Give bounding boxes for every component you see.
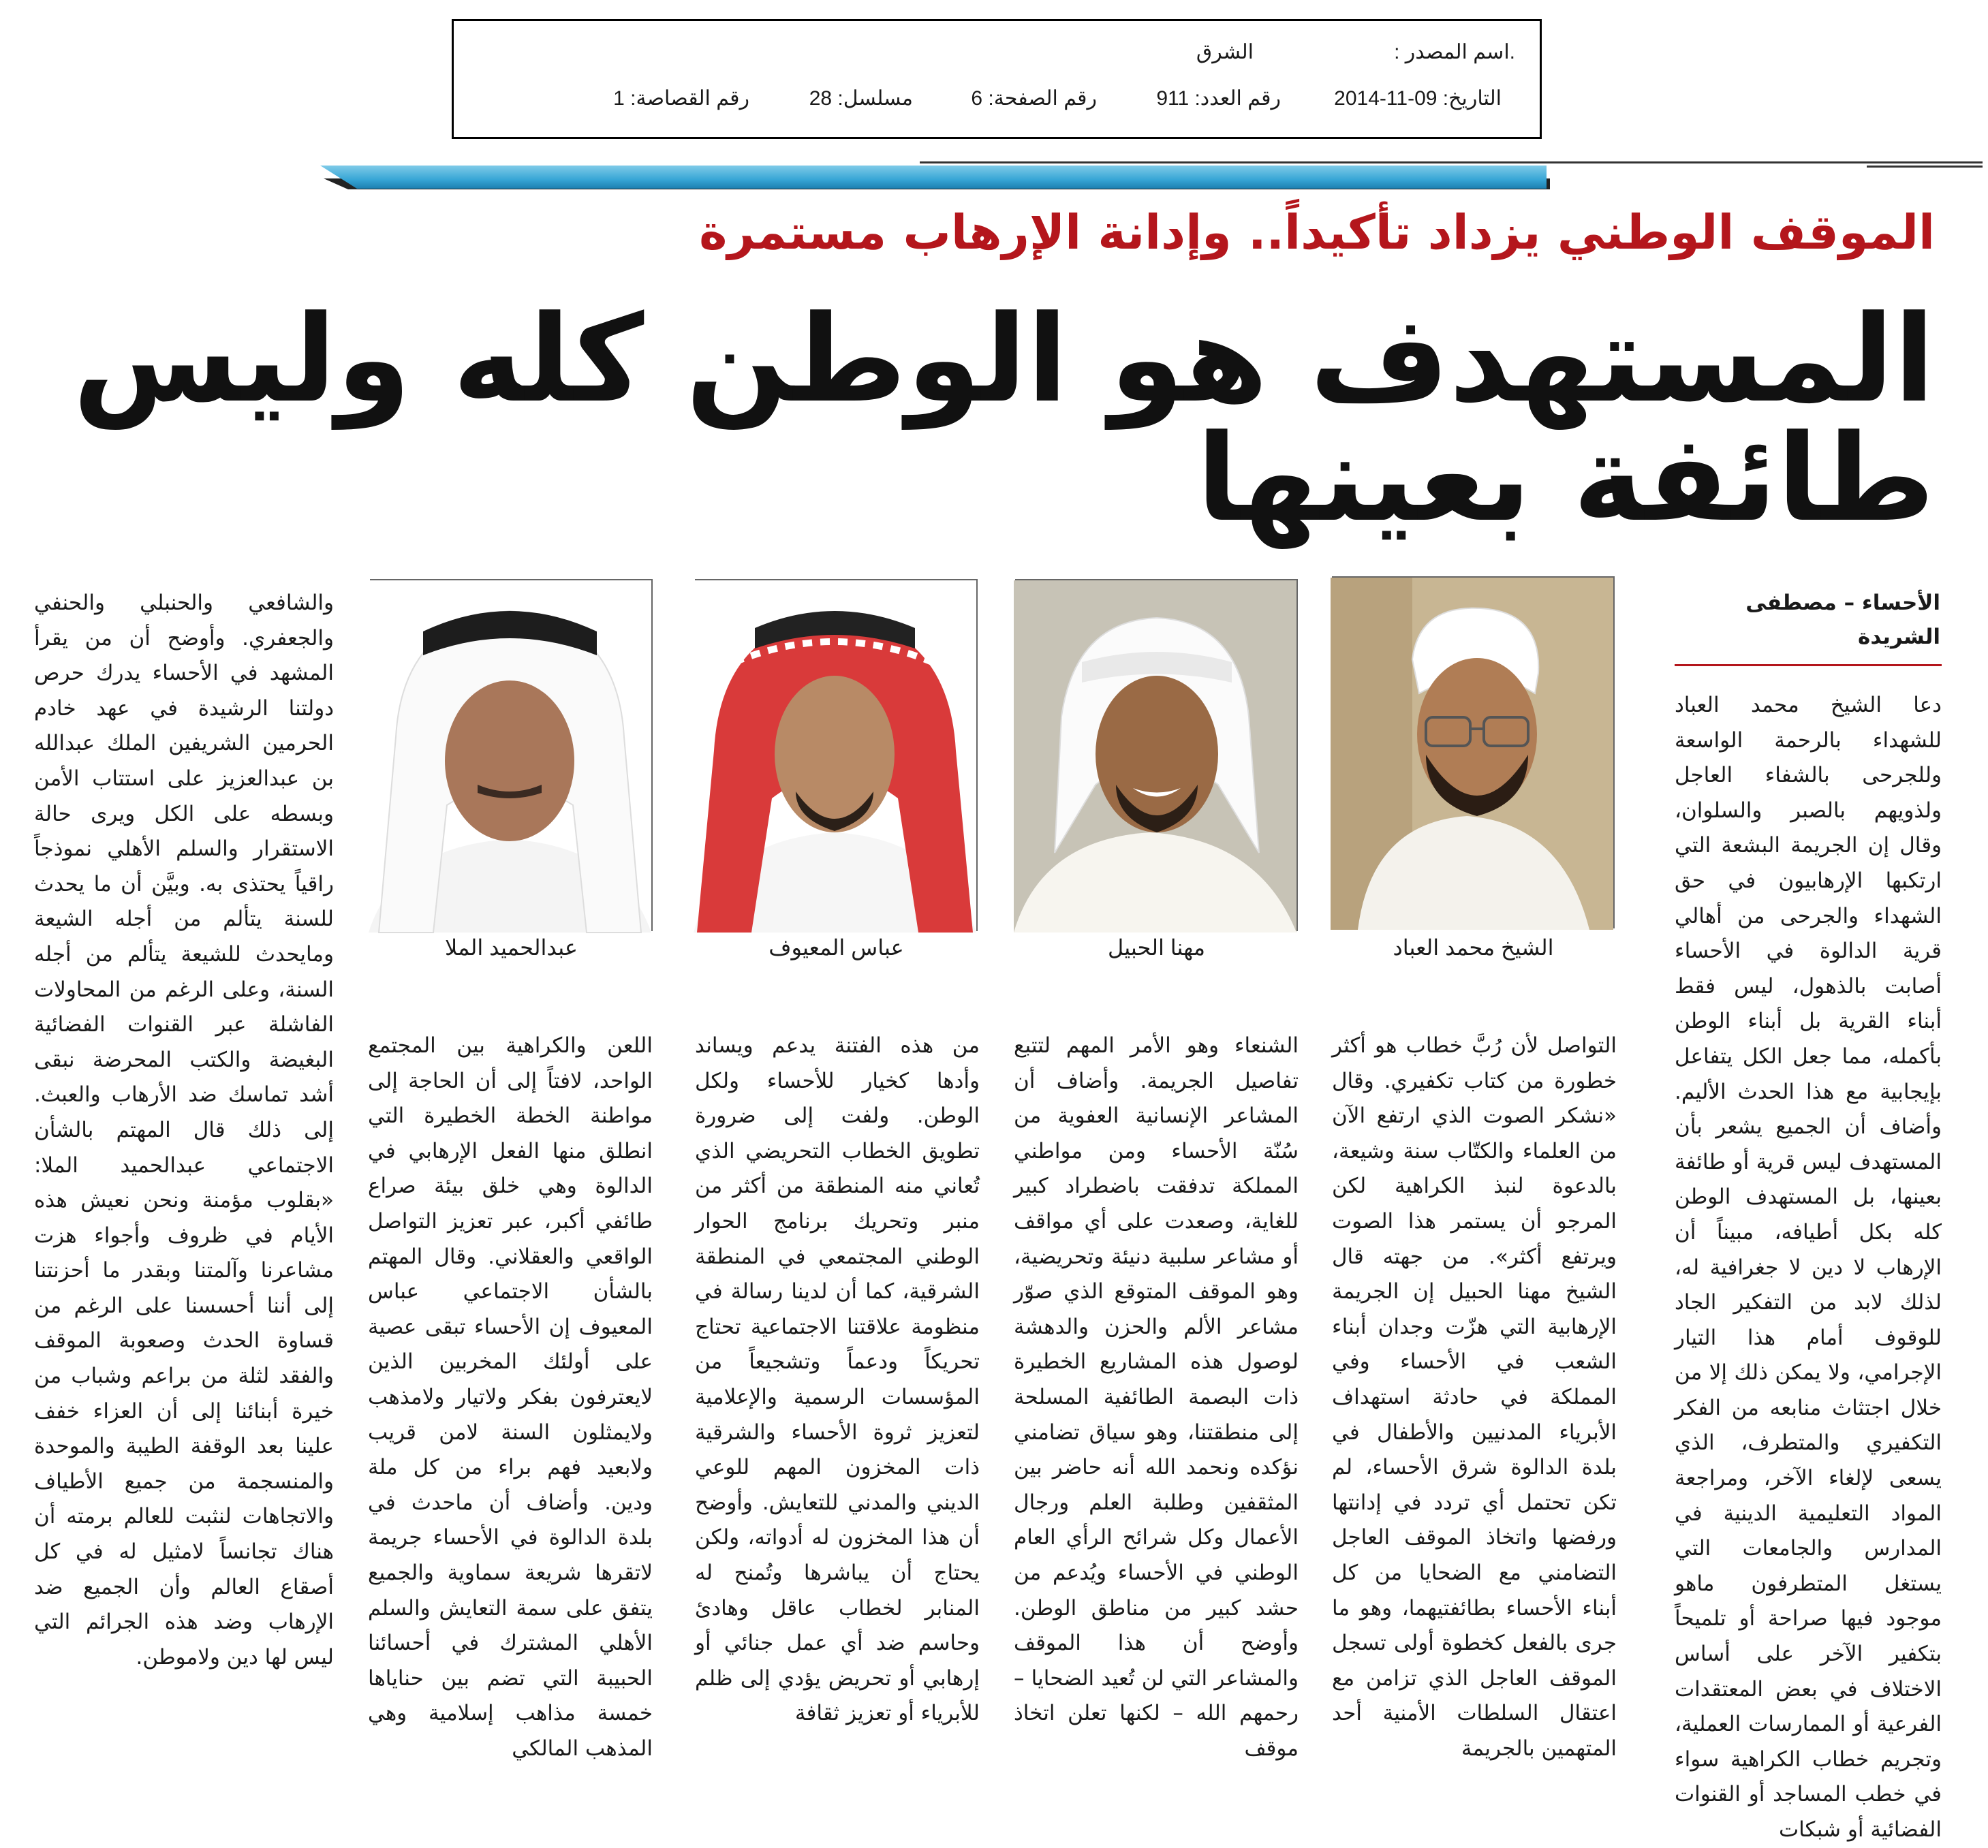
serial-field: مسلسل: 28 [809,87,913,110]
byline-location: الأحساء – مصطفى [1745,591,1940,615]
caption-mohammed-alabbad: الشيخ محمد العباد [1393,935,1554,960]
article-column-2 [1332,1029,1617,1812]
date-field: التاريخ: 09-11-2014 [1334,87,1502,110]
column-text: التواصل لأن رُبَّ خطاب هو أكثر خطورة من كتاب تكفيري. وقال «نشكر الصوت الذي ارتفع الآن من العلماء والكتّاب سنة وشيعة، بالدعوة لنبذ الكراهية لكن المرجو أن يستمر هذا الصوت ويرتفع أكثر». من جهته قال الشيخ مهنا الحبيل إن الجريمة الإرهابية التي هزّت وجدان أبناء الشعب في الأحساء وفي المملكة في حادثة استهداف الأبرياء المدنيين والأطفال في بلدة الدالوة شرق الأحساء، لم تكن تحتمل أي تردد في إدانتها ورفضها واتخاذ الموقف العاجل التضامني مع الضحايا من كل أبناء الأحساء بطائفتيهما، وهو ما جرى بالفعل كخطوة أولى تسجل الموقف العاجل الذي تزامن مع اعتقال السلطات الأمنية أحد المتهمين بالجريمة [1332,1033,1617,1761]
source-label: .اسم المصدر : [1394,41,1515,63]
portrait-image [694,580,976,933]
column-text: الشنعاء وهو الأمر المهم لتتبع تفاصيل الجريمة. وأضاف أن المشاعر الإنسانية العفوية من سُنّة الأحساء ومن مواطني المملكة تدفقت باضطراد كبير للغاية، وصعدت على أي مواقف أو مشاعر سلبية دنيئة وتحريضية، وهو الموقف المتوقع الذي صوّر مشاعر الألم والحزن والدهشة لوصول هذه المشاريع الخطيرة ذات البصمة الطائفية المسلحة إلى منطقتنا، وهو سياق تضامني نؤكده ونحمد الله أنه حاضر بين المثقفين وطلبة العلم ورجال الأعمال وكل شرائح الرأي العام الوطني في الأحساء ويُدعم من حشد كبير من مناطق الوطن. وأوضح أن هذا الموقف والمشاعر التي لن تُعيد الضحايا – رحمهم الله – لكنها تعلن اتخاذ موقف [1014,1033,1299,1761]
column-text: والشافعي والحنبلي والحنفي والجعفري. وأوضح أن من يقرأ المشهد في الأحساء يدرك حرص دولتنا الرشيدة في عهد خادم الحرمين الشريفين الملك عبدالله بن عبدالعزيز على استتاب الأمن وبسطه على الكل ويرى حالة الاستقرار والسلم الأهلي نموذجاً راقياً يحتذى به. وبيَّن أن ما يحدث للسنة يتألم من أجله الشيعة ومايحدث للشيعة يتألم من أجله السنة، وعلى الرغم من المحاولات الفاشلة عبر القنوات الفضائية البغيضة والكتب المحرضة نبقى أشد تماسك ضد الأرهاب والعبث. إلى ذلك قال المهتم بالشأن الاجتماعي عبدالحميد الملا: «بقلوب مؤمنة ونحن نعيش هذه الأيام في ظروف وأجواء هزت مشاعرنا وآلمتنا وبقدر ما أحزنتنا إلى أننا أحسسنا على الرغم من قساوة الحدث وصعوبة الموقف والفقد لثلة من براعم وشباب من خيرة أبنائنا إلى أن العزاء خفف علينا بعد الوقفة الطيبة والموحدة والمنسجمة من جميع الأطياف والاتجاهات لنثبت للعالم برمته أن هناك تجانساً لامثيل له في كل أصقاع العالم وأن الجميع ضد الإرهاب وضد هذه الجرائم التي ليس لها دين ولاموطن. [34,591,334,1670]
headline-line-1: المستهدف هو الوطن كله وليس [72,289,1935,429]
header-band [320,166,1547,189]
caption-muhanna-alhubail: مهنا الحبيل [1107,935,1206,960]
column-text: دعا الشيخ محمد العباد للشهداء بالرحمة الواسعة وللجرحى بالشفاء العاجل ولذويهم بالصبر والسلوان، وقال إن الجريمة البشعة التي ارتكبها الإرهابيون في حق الشهداء والجرحى من أهالي قرية الدالوة في الأحساء أصابت بالذهول، ليس فقط أبناء القرية بل أبناء الوطن بأكمله، مما جعل الكل يتفاعل بإيجابية مع هذا الحدث الأليم. وأضاف أن الجميع يشعر بأن المستهدف ليس قرية أو طائفة بعينها، بل المستهدف الوطن كله بكل أطيافه، مبيناً أن الإرهاب لا دين لا جغرافية له، لذلك لابد من التفكير الجاد للوقوف أمام هذا التيار الإجرامي، ولا يمكن ذلك إلا من خلال اجتثاث منابعه من الفكر التكفيري والمتطرف، الذي يسعى لإلغاء الآخر، ومراجعة المواد التعليمية الدينية في المدارس والجامعات التي يستغل المتطرفون ماهو موجود فيها صراحة أو تلميحاً بتكفير الآخر على أساس الاختلاف في بعض المعتقدات الفرعية أو الممارسات العملية، وتجريم خطاب الكراهية سواء في خطب المساجد أو القنوات الفضائية أو شبكات [1675,693,1942,1842]
article-column-4 [695,1029,980,1812]
caption-abbas-almaayouf: عباس المعيوف [768,935,904,960]
header-rule-right [1867,166,1983,168]
byline-author: الشريدة [1858,625,1940,649]
article-subtitle: الموقف الوطني يزداد تأكيداً.. وإدانة الإرهاب مستمرة [699,204,1935,260]
page-field: رقم الصفحة: 6 [971,87,1097,110]
source-value: الشرق [1196,41,1254,63]
article-column-5 [368,1029,653,1812]
byline [1668,586,1940,654]
article-column-1 [1675,688,1942,1842]
photo-muhanna-alhubail [1015,579,1298,931]
portrait-image [1331,578,1613,930]
article-column-6 [34,586,334,1812]
portrait-image [1014,580,1296,933]
column-text: اللعن والكراهية بين المجتمع الواحد، لافتاً إلى أن الحاجة إلى مواطنة الخطة الخطيرة التي انطلق منها الفعل الإرهابي في الدالوة وهي خلق بيئة صراع طائفي أكبر، عبر تعزيز التواصل الواقعي والعقلاني. وقال المهتم بالشأن الاجتماعي عباس المعيوف إن الأحساء تبقى عصية على أولئك المخربين الذين لايعترفون بفكر ولاتيار ولامذهب ولايمثلون السنة لامن قريب ولابعيد فهم براء من كل ملة ودين. وأضاف أن ماحدث في بلدة الدالوة في الأحساء جريمة لاتقرها شريعة سماوية والجميع يتفق على سمة التعايش والسلم الأهلي المشترك في أحسائنا الحبيبة التي تضم بين حناياها خمسة مذاهب إسلامية وهي المذهب المالكي [368,1033,653,1761]
portrait-image [369,580,651,933]
header-rule [920,161,1983,163]
article-column-3 [1014,1029,1299,1812]
clip-field: رقم القصاصة: 1 [613,87,749,110]
byline-rule [1675,664,1942,666]
headline-line-2: طائفة بعينها [1196,409,1935,548]
issue-field: رقم العدد: 911 [1156,87,1281,110]
photo-abdulhamid-almulla [370,579,653,931]
caption-abdulhamid-almulla: عبدالحميد الملا [445,935,578,960]
photo-abbas-almaayouf [695,579,978,931]
source-info-box [452,19,1542,139]
photo-mohammed-alabbad [1332,576,1615,928]
column-text: من هذه الفتنة يدعم ويساند وأدها كخيار للأحساء ولكل الوطن. ولفت إلى ضرورة تطويق الخطاب التحريضي الذي تُعاني منه المنطقة من أكثر من منبر وتحريك برنامج الحوار الوطني المجتمعي في المنطقة الشرقية، كما أن لدينا رسالة في منظومة علاقتنا الاجتماعية تحتاج تحريكاً ودعماً وتشجيعاً من المؤسسات الرسمية والإعلامية لتعزيز ثروة الأحساء والشرقية ذات المخزون المهم للوعي الديني والمدني للتعايش. وأوضح أن هذا المخزون له أدواته، ولكن يحتاج أن يباشرها وتُمنح له المنابر لخطاب عاقل وهادئ وحاسم ضد أي عمل جنائي أو إرهابي أو تحريض يؤدي إلى ظلم للأبرياء أو تعزيز ثقافة [695,1033,980,1726]
